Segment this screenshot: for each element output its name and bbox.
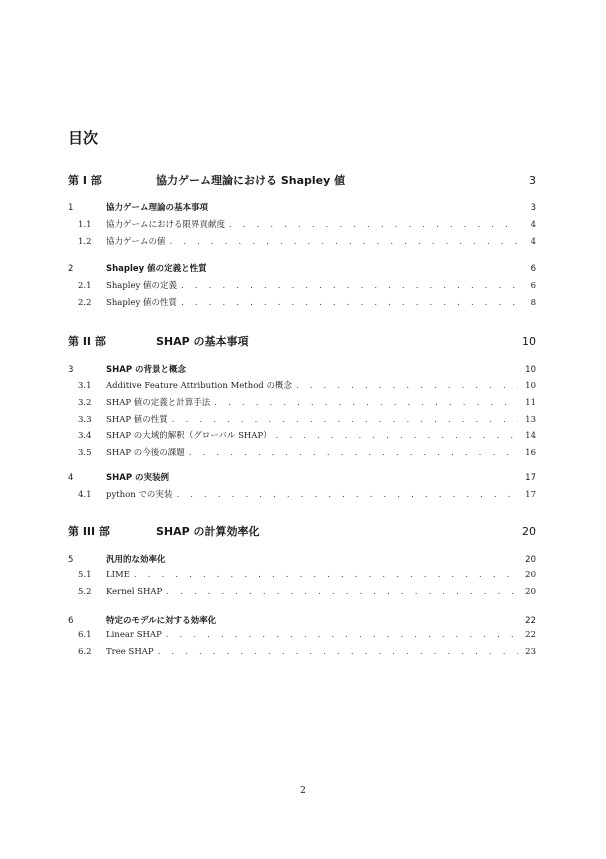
page-number: 13 <box>525 415 536 425</box>
subsection-title: Kernel SHAP <box>106 587 163 597</box>
dot-leader <box>134 570 518 580</box>
page-number: 4 <box>530 237 536 247</box>
toc-subsection-5-2[interactable] <box>68 587 536 597</box>
dot-leader <box>166 630 518 640</box>
subsection-number: 4.1 <box>78 490 92 500</box>
subsection-title: SHAP 値の性質 <box>106 415 168 425</box>
toc-section-1[interactable] <box>68 201 536 213</box>
page-number: 17 <box>525 490 536 500</box>
dot-leader <box>181 281 518 291</box>
page-number: 4 <box>530 220 536 230</box>
part-title: 協力ゲーム理論における Shapley 値 <box>156 174 346 187</box>
page-number: 23 <box>525 647 536 657</box>
page-number: 20 <box>522 525 536 538</box>
toc-subsection-2-2[interactable] <box>68 296 536 308</box>
page-number: 10 <box>525 381 536 391</box>
section-title: 特定のモデルに対する効率化 <box>106 616 217 626</box>
dot-leader <box>189 448 518 458</box>
page-number: 17 <box>525 473 536 483</box>
toc-subsection-4-1[interactable] <box>68 488 536 500</box>
page-number: 3 <box>530 203 536 213</box>
subsection-title: Shapley 値の定義 <box>106 281 178 291</box>
subsection-number: 5.2 <box>78 587 92 597</box>
toc-subsection-5-1[interactable] <box>68 570 536 580</box>
page-number: 6 <box>530 264 536 274</box>
page-number: 8 <box>530 298 536 308</box>
page-number: 16 <box>525 448 536 458</box>
subsection-number: 3.1 <box>78 381 92 391</box>
section-title: 汎用的な効率化 <box>106 555 166 565</box>
subsection-number: 1.1 <box>78 220 92 230</box>
toc-subsection-3-3[interactable] <box>68 413 536 425</box>
subsection-number: 2.1 <box>78 281 92 291</box>
page-number: 10 <box>522 335 536 348</box>
section-title: Shapley 値の定義と性質 <box>106 264 207 274</box>
subsection-title: SHAP の今後の課題 <box>106 448 185 458</box>
section-title: SHAP の背景と概念 <box>106 365 187 375</box>
part-title: SHAP の計算効率化 <box>156 525 260 538</box>
toc-subsection-1-1[interactable] <box>68 218 536 230</box>
section-number: 2 <box>68 264 74 274</box>
subsection-title: Tree SHAP <box>106 647 154 657</box>
toc-subsection-1-2[interactable] <box>68 235 536 247</box>
section-number: 3 <box>68 365 74 375</box>
page-number: 20 <box>525 587 536 597</box>
toc-subsection-6-1[interactable] <box>68 630 536 640</box>
toc-section-4[interactable] <box>68 471 536 483</box>
subsection-title: Additive Feature Attribution Method の概念 <box>106 381 292 391</box>
subsection-title: SHAP の大域的解釈（グローバル SHAP） <box>106 431 272 441</box>
toc-subsection-2-1[interactable] <box>68 279 536 291</box>
subsection-number: 6.2 <box>78 647 92 657</box>
toc-subsection-3-4[interactable] <box>68 429 536 441</box>
toc-subsection-6-2[interactable] <box>68 647 536 657</box>
subsection-title: LIME <box>106 570 130 580</box>
subsection-number: 3.3 <box>78 415 92 425</box>
footer-page-number: 2 <box>300 786 306 796</box>
subsection-number: 5.1 <box>78 570 92 580</box>
dot-leader <box>181 298 518 308</box>
subsection-number: 3.2 <box>78 398 92 408</box>
dot-leader <box>172 415 518 425</box>
dot-leader <box>229 220 518 230</box>
dot-leader <box>296 381 518 391</box>
toc-section-5[interactable] <box>68 553 536 565</box>
page-number: 11 <box>525 398 536 408</box>
dot-leader <box>170 237 518 247</box>
part-label: 第 III 部 <box>68 525 110 538</box>
dot-leader <box>276 431 518 441</box>
page-number: 6 <box>530 281 536 291</box>
page-number: 20 <box>525 570 536 580</box>
subsection-number: 2.2 <box>78 298 92 308</box>
toc-subsection-3-2[interactable] <box>68 396 536 408</box>
subsection-number: 6.1 <box>78 630 92 640</box>
subsection-number: 1.2 <box>78 237 92 247</box>
dot-leader <box>214 398 518 408</box>
page-number: 3 <box>529 174 536 187</box>
page-number: 22 <box>525 630 536 640</box>
toc-part-1[interactable] <box>68 172 536 188</box>
toc-section-6[interactable] <box>68 614 536 626</box>
subsection-title: 協力ゲームの値 <box>106 237 166 247</box>
part-label: 第 II 部 <box>68 335 106 348</box>
page-number: 14 <box>525 431 536 441</box>
toc-part-3[interactable] <box>68 523 536 539</box>
subsection-title: python での実装 <box>106 490 173 500</box>
part-label: 第 I 部 <box>68 174 102 187</box>
subsection-title: Linear SHAP <box>106 630 162 640</box>
section-title: SHAP の実装例 <box>106 473 170 483</box>
page-number: 22 <box>525 616 536 626</box>
section-number: 5 <box>68 555 74 565</box>
dot-leader <box>158 647 518 657</box>
section-number: 4 <box>68 473 74 483</box>
part-title: SHAP の基本事項 <box>156 335 249 348</box>
toc-subsection-3-5[interactable] <box>68 446 536 458</box>
toc-section-3[interactable] <box>68 363 536 375</box>
section-number: 1 <box>68 203 74 213</box>
section-number: 6 <box>68 616 74 626</box>
page-number: 20 <box>525 555 536 565</box>
section-title: 協力ゲーム理論の基本事項 <box>106 203 209 213</box>
subsection-number: 3.4 <box>78 431 92 441</box>
toc-subsection-3-1[interactable] <box>68 379 536 391</box>
dot-leader <box>166 587 518 597</box>
toc-part-2[interactable] <box>68 333 536 349</box>
page-number: 10 <box>525 365 536 375</box>
subsection-title: Shapley 値の性質 <box>106 298 178 308</box>
toc-title: 目次 <box>68 129 99 147</box>
subsection-title: SHAP 値の定義と計算手法 <box>106 398 211 408</box>
dot-leader <box>176 490 518 500</box>
subsection-number: 3.5 <box>78 448 92 458</box>
toc-section-2[interactable] <box>68 262 536 274</box>
subsection-title: 協力ゲームにおける限界貢献度 <box>106 220 226 230</box>
